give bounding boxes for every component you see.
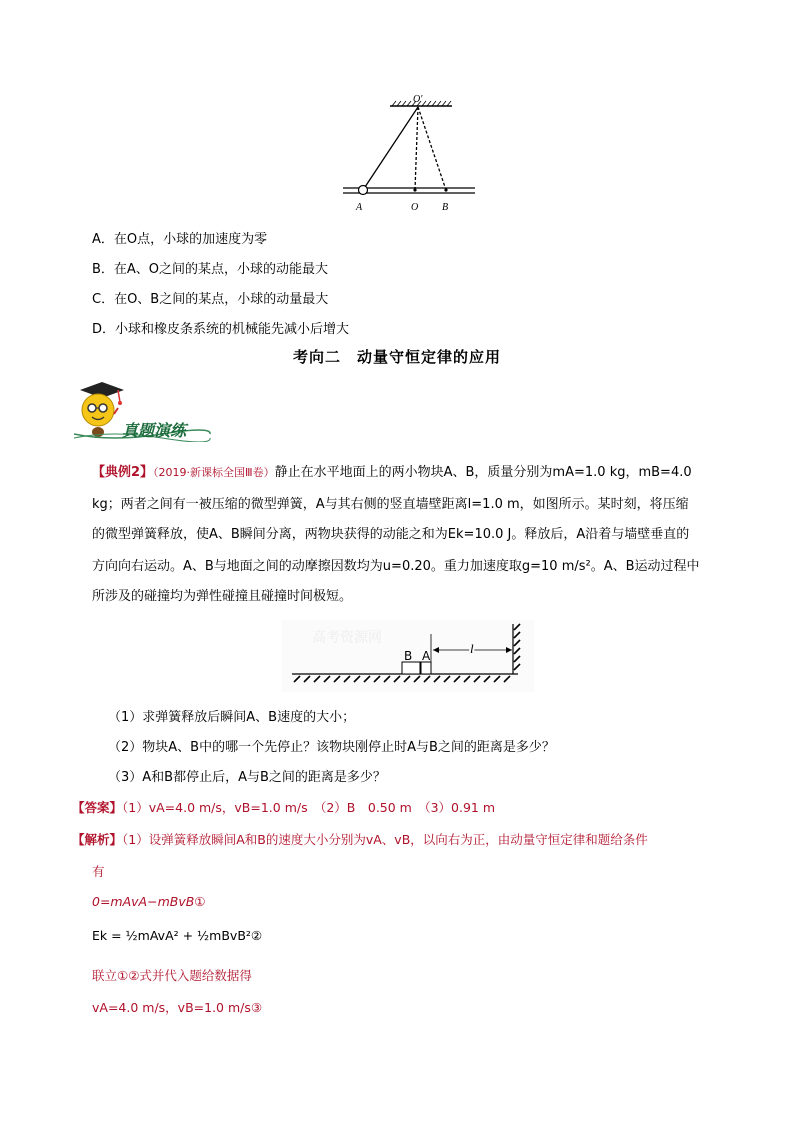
analysis-line-1: （1）设弹簧释放瞬间A和B的速度大小分别为vA、vB，以向右为正，由动量守恒定律和题给条件 [122,832,648,847]
equation-1: 0=mAvA−mBvB① [92,894,206,909]
blocks-figure [282,620,534,692]
option-c: C．在O、B之间的某点，小球的动量最大 [92,292,329,307]
question-2: （2）物块A、B中的哪一个先停止？该物块刚停止时A与B之间的距离是多少？ [108,740,555,755]
example-line-2: kg；两者之间有一被压缩的微型弹簧，A与其右侧的竖直墙壁距离l=1.0 m，如图所示。某时刻，将压缩 [92,497,689,512]
example-line-3: 的微型弹簧释放，使A、B瞬间分离，两物块获得的动能之和为Ek=10.0 J。释放后，A沿着与墙壁垂直的 [92,527,690,542]
question-3: （3）A和B都停止后，A与B之间的距离是多少？ [108,770,386,785]
equation-3: vA=4.0 m/s，vB=1.0 m/s③ [92,1000,263,1015]
answer-text: （1）vA=4.0 m/s，vB=1.0 m/s （2）B 0.50 m （3）0.91 m [122,800,496,815]
example-source: （2019·新课标全国Ⅲ卷） [153,466,275,479]
example-tag: 【典例2】 [92,465,154,480]
analysis-line-2: 有 [92,864,105,879]
label-B: B [442,202,449,213]
figure-watermark: 高考资源网 [312,630,382,646]
practice-badge [72,378,222,442]
equation-2: Ek = ½mAvA² + ½mBvB²② [92,928,263,943]
question-1: （1）求弹簧释放后瞬间A、B速度的大小； [108,710,356,725]
answer-block [72,798,495,816]
block-B-label: B [404,649,413,663]
badge-text: 真题演练 [122,421,187,440]
pendulum-figure [340,92,480,214]
label-O-prime: O′ [413,94,423,105]
distance-label: l [470,641,474,656]
analysis-line-3: 联立①②式并代入题给数据得 [92,968,252,983]
example-line-1: 静止在水平地面上的两小物块A、B，质量分别为mA=1.0 kg，mB=4.0 [274,465,692,480]
analysis-first-line [72,830,732,848]
label-O: O [411,202,419,213]
example-line-4: 方向向右运动。A、B与地面之间的动摩擦因数均为u=0.20。重力加速度取g=10 m/s²。A、B运动过程中 [92,559,700,574]
answer-tag: 【答案】 [72,800,123,815]
option-a: A．在O点，小球的加速度为零 [92,232,268,247]
section-title: 考向二 动量守恒定律的应用 [292,348,501,366]
example-line-5: 所涉及的碰撞均为弹性碰撞且碰撞时间极短。 [92,589,353,604]
block-A-label: A [422,649,431,663]
option-b: B．在A、O之间的某点，小球的动能最大 [92,262,329,277]
analysis-tag: 【解析】 [72,832,123,847]
option-d: D．小球和橡皮条系统的机械能先减小后增大 [92,322,350,337]
label-A: A [356,202,363,213]
